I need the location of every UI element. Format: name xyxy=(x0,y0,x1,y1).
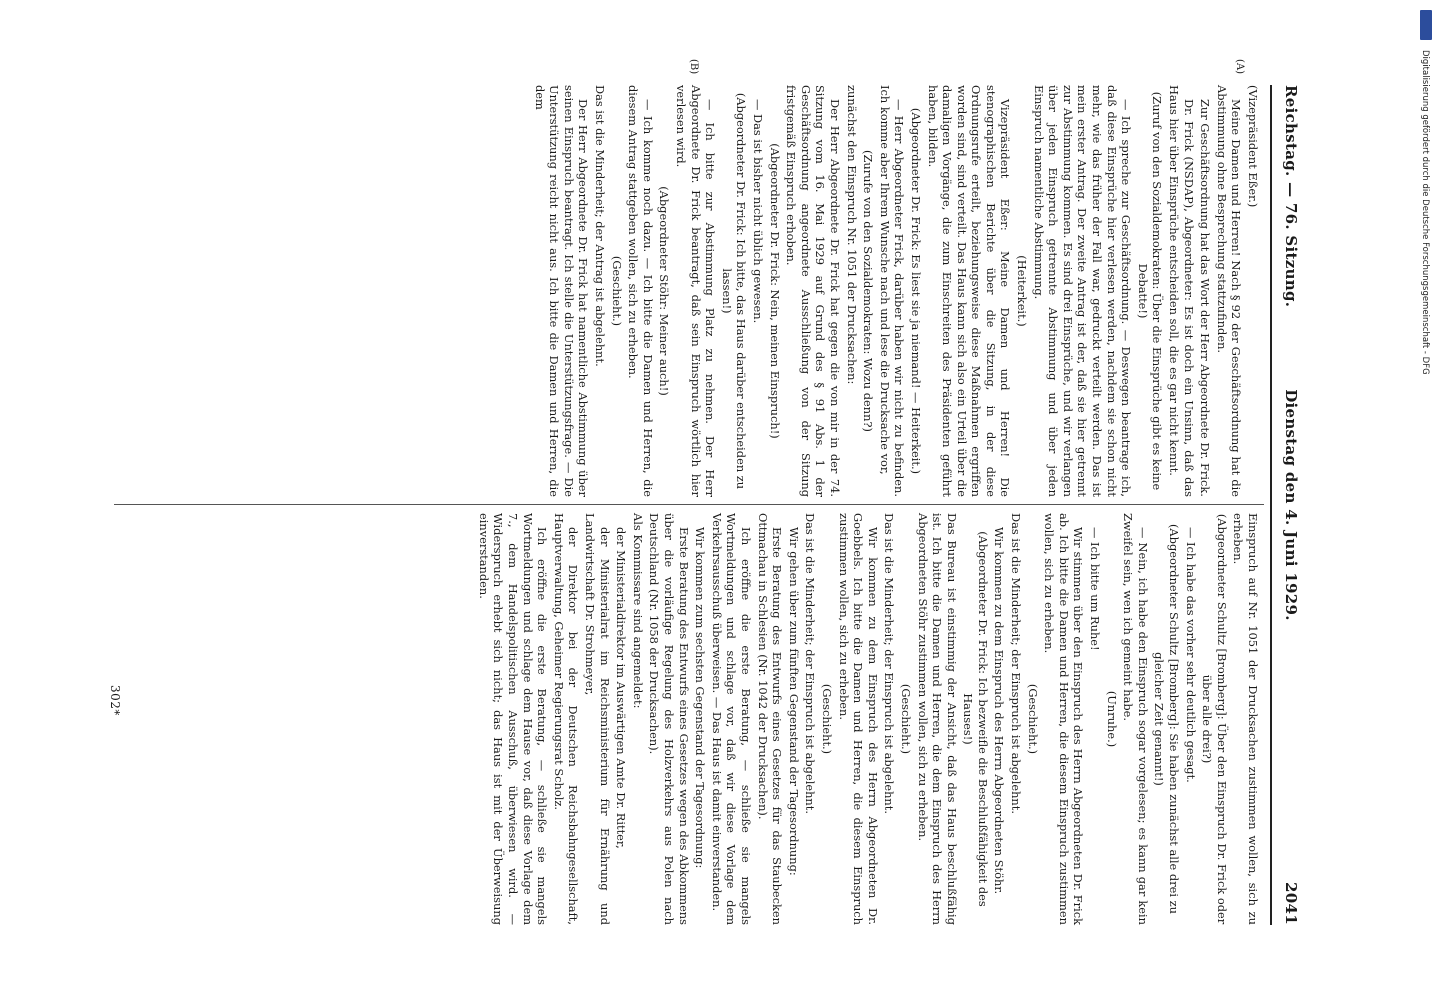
paragraph: Wir gehen über zum fünften Gegenstand der Tagesordnung: xyxy=(786,527,801,876)
paragraph: — Ich habe das vorher sehr deutlich gesagt. xyxy=(1183,527,1198,783)
paragraph: Als Kommissare sind angemeldet: xyxy=(630,513,645,709)
paragraph: Der Herr Abgeordnete Dr. Frick hat gegen die von mir in der 74. Sitzung vom 16. Mai 1929 auf Grund des § 91 Abs. 1 der Geschäftsordnung angeordnete Ausschließung von der Sitzung fristgemäß Einspruch erhoben. xyxy=(784,85,842,497)
digitization-note xyxy=(1418,0,1432,1000)
interjection: (Abgeordneter Schultz [Bromberg]: Über den Einspruch Dr. Frick oder über alle drei?) xyxy=(1200,513,1229,925)
page-number: 2041 xyxy=(1282,882,1300,925)
paragraph: — Ich spreche zur Geschäftsordnung. — Deswegen beantrage ich, daß diese Einsprüche hier verlesen werden, nachdem sie schon nicht mehr, wie das früher der Fall war, gedruckt verteilt werden. Das ist mein erster Antrag. Der zweite Antrag ist der, daß sie hier getrennt zur Abstimmung kommen. Es sind drei Einsprüche, und wir verlangen über jeden Einspruch getrennte Abstimmung und über jeden Einspruch namentliche Abstimmung. xyxy=(1031,85,1134,497)
paragraph: Der Herr Abgeordnete Dr. Frick hat namentliche Abstimmung über seinen Einspruch beantragt. Ich stelle die Unterstützungsfrage. — Die Unterstützung reicht nicht aus. Ich bitte die Damen und Herren, die dem xyxy=(532,85,591,497)
rotated-page xyxy=(100,59,1310,925)
header-left: Reichstag. — 76. Sitzung. xyxy=(1282,85,1300,308)
interjection: (Geschieht.) xyxy=(898,683,913,755)
paragraph: Das ist die Minderheit; der Antrag ist abgelehnt. xyxy=(593,85,608,367)
paragraph: Ich eröffne die erste Beratung, — schließe sie mangels Wortmeldungen und schlage dem Hause vor, daß diese Vorlage dem 7., dem Handelspolitischen Ausschuß, überwiesen wird. — Widerspruch erhebt sich nicht; das Haus ist mit der Überweisung einverstanden. xyxy=(476,513,550,925)
paragraph: der Ministerialrat im Reichsministerium für Ernährung und Landwirtschaft Dr. Strohmeyer, xyxy=(583,513,612,925)
paragraph: Erste Beratung des Entwurfs eines Gesetzes wegen des Abkommens über die vorläufige Regelung des Holzverkehrs aus Polen nach Deutschland (Nr. 1058 der Drucksachen). xyxy=(647,513,691,925)
paragraph: Das ist die Minderheit; der Einspruch ist abgelehnt. xyxy=(1009,513,1024,814)
paragraph: Wir kommen zu dem Einspruch des Herrn Abgeordneten Dr. Goebbels. Ich bitte die Damen und Herren, die diesem Einspruch zustimmen wollen, sich zu erheben. xyxy=(836,513,880,925)
paragraph: Das ist die Minderheit; der Einspruch ist abgelehnt. xyxy=(882,513,897,814)
paragraph: Wir kommen zu dem Einspruch des Herrn Abgeordneten Stöhr. xyxy=(992,527,1007,895)
paragraph: (Vizepräsident Eßer.) xyxy=(1246,85,1260,208)
paragraph: — Das ist bisher nicht üblich gewesen. xyxy=(751,99,765,324)
interjection: (Zuruf von den Sozialdemokraten: Über die Einsprüche gibt es keine Debatte!) xyxy=(1135,91,1165,491)
interjection: (Geschieht.) xyxy=(1025,683,1040,755)
paragraph: — Ich komme noch dazu. — Ich bitte die Damen und Herren, die diesem Antrag stattgeben wollen, sich zu erheben. xyxy=(626,85,655,497)
paragraph: — Ich bitte zur Abstimmung Platz zu nehmen. Der Herr Abgeordnete Dr. Frick beantragt, daß sein Einspruch wörtlich hier verlesen wird. xyxy=(674,85,718,497)
interjection: (Abgeordneter Schultz [Bromberg]: Sie haben zunächst alle drei zu gleicher Zeit genannt!) xyxy=(1152,523,1182,914)
left-column xyxy=(110,59,1260,497)
digitization-note-text: Digitalisierung gefördert durch die Deutsche Forschungsgemeinschaft - DFG xyxy=(1420,50,1430,375)
paragraph: der Ministerialdirektor im Auswärtigen Amte Dr. Ritter, xyxy=(614,527,629,849)
interjection: (Unruhe.) xyxy=(1104,690,1119,748)
page-footer: 302* xyxy=(108,685,122,716)
paragraph: Das Bureau ist einstimmig der Ansicht, daß das Haus beschlußfähig ist. Ich bitte die Damen und Herren, die dem Einspruch des Herrn Abgeordneten Stöhr zustimmen wollen, sich zu erheben. xyxy=(915,513,959,925)
paragraph: — Herr Abgeordneter Frick, darüber haben wir nicht zu befinden. Ich komme aber Ihrem Wunsche nach und lese die Drucksache vor, xyxy=(877,85,907,497)
paragraph: Zur Geschäftsordnung hat das Wort der Herr Abgeordnete Dr. Frick. xyxy=(1198,99,1213,497)
paragraph: — Nein, ich habe den Einspruch sogar vorgelesen; es kann gar kein Zweifel sein, wen ich gemeint habe. xyxy=(1121,513,1150,925)
paragraph: — Ich bitte um Ruhe! xyxy=(1088,527,1103,651)
interjection: (Abgeordneter Stöhr: Meiner auch!) xyxy=(657,186,672,396)
paragraph: Einspruch auf Nr. 1051 der Drucksachen zustimmen wollen, sich zu erheben. xyxy=(1231,513,1260,925)
paragraph: Erste Beratung des Entwurfs eines Gesetzes für das Staubecken Ottmachau in Schlesien (Nr. 1042 der Drucksachen). xyxy=(755,513,785,925)
header-rule xyxy=(1270,85,1272,925)
interjection: (Abgeordneter Dr. Frick: Ich bezweifle die Beschlußfähigkeit des Hauses!) xyxy=(961,531,990,907)
interjection: (Heiterkeit.) xyxy=(1015,255,1030,327)
paragraph: Wir stimmen über den Einspruch des Herrn Abgeordneten Dr. Frick ab. Ich bitte die Damen und Herren, die diesem Einspruch zustimmen wollen, sich zu erheben. xyxy=(1042,513,1086,925)
paragraph: zunächst den Einspruch Nr. 1051 der Drucksachen: xyxy=(844,85,859,385)
interjection: (Abgeordneter Dr. Frick: Es liest sie ja niemand! — Heiterkeit.) xyxy=(908,107,923,475)
margin-marker-a: (A) xyxy=(1234,59,1245,75)
interjection: (Geschieht.) xyxy=(819,683,834,755)
interjection: (Abgeordneter Dr. Frick: Nein, meinen Einspruch!) xyxy=(767,143,782,439)
interjection: (Geschieht.) xyxy=(609,255,624,327)
paragraph: der Direktor bei der Deutschen Reichsbahngesellschaft, Hauptverwaltung, Geheimer Regierungsrat Scholz. xyxy=(551,513,581,925)
paragraph: Ich eröffne die erste Beratung, — schließe sie mangels Wortmeldungen und schlage vor, daß wir diese Vorlage dem Verkehrsausschuß überweisen. — Das Haus ist damit einverstanden. xyxy=(709,513,753,925)
page-header xyxy=(1270,85,1310,925)
column-divider xyxy=(114,504,1264,505)
interjection: (Abgeordneter Dr. Frick: Ich bitte, das Haus darüber entscheiden zu lassen!) xyxy=(719,92,749,490)
header-center: Dienstag den 4. Juni 1929. xyxy=(1282,389,1300,621)
paragraph: Dr. Frick (NSDAP), Abgeordneter: Es ist doch ein Unsinn, daß das Haus hier über Einsprüche entscheiden soll, die es gar nicht kennt. xyxy=(1167,85,1196,497)
right-column xyxy=(110,513,1260,925)
margin-marker-b: (B) xyxy=(688,59,699,75)
paragraph: Vizepräsident Eßer: Meine Damen und Herren! Die stenographischen Berichte über die Sitzung, in der diese Ordnungsrufe erteilt, beziehungsweise diese Maßnahmen ergriffen worden sind, sind verteilt. Das Haus kann sich also ein Urteil über die damaligen Vorgänge, die zum Einschreiten des Präsidenten geführt haben, bilden. xyxy=(925,85,1013,497)
paragraph: Meine Damen und Herren! Nach § 92 der Geschäftsordnung hat die Abstimmung ohne Besprechung stattzufinden. xyxy=(1214,85,1244,497)
interjection: (Zurufe von den Sozialdemokraten: Wozu denn?) xyxy=(861,150,876,432)
paragraph: Das ist die Minderheit; der Einspruch ist abgelehnt. xyxy=(803,513,818,814)
paragraph: Wir kommen zum sechsten Gegenstand der Tagesordnung: xyxy=(693,527,708,869)
